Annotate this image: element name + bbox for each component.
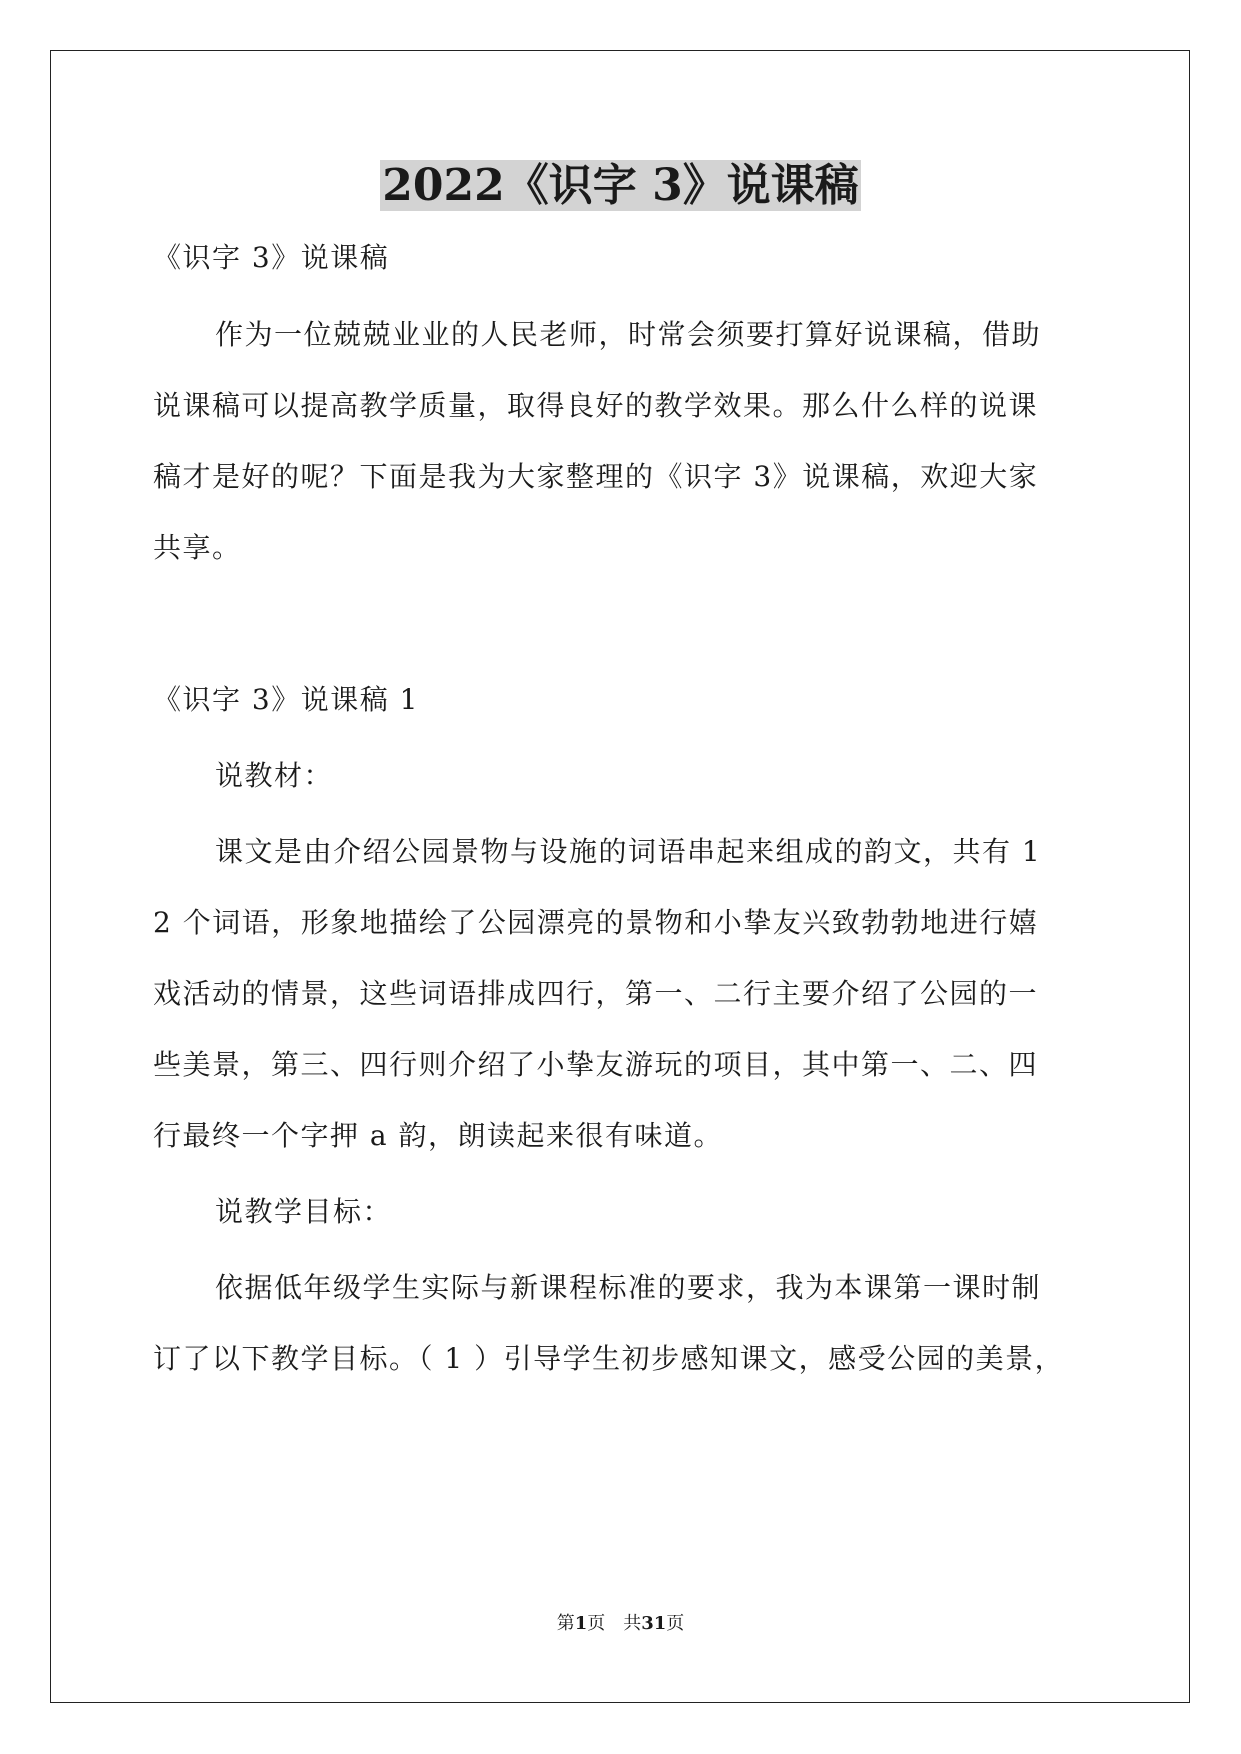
section-heading: 《识字 3》说课稿 1 xyxy=(153,683,419,716)
intro-line-3: 稿才是好的呢？下面是我为大家整理的《识字 3》说课稿，欢迎大家 xyxy=(153,460,1039,493)
document-title-text: 2022《识字 3》说课稿 xyxy=(382,160,859,211)
footer-prefix: 第 xyxy=(556,1613,575,1634)
page-footer xyxy=(0,1612,1241,1636)
document-title xyxy=(0,158,1241,214)
page-border xyxy=(50,50,1190,1703)
jiaocai-line-3: 戏活动的情景，这些词语排成四行，第一、二行主要介绍了公园的一 xyxy=(153,977,1039,1010)
jiaocai-line-4: 些美景，第三、四行则介绍了小挚友游玩的项目，其中第一、二、四 xyxy=(153,1048,1039,1081)
mubiao-line-2: 订了以下教学目标。（ 1 ）引导学生初步感知课文，感受公园的美景， xyxy=(153,1342,1065,1375)
jiaocai-line-2: 2 个词语，形象地描绘了公园漂亮的景物和小挚友兴致勃勃地进行嬉 xyxy=(153,906,1039,939)
footer-total-pages: 31 xyxy=(641,1613,667,1634)
jiaocai-line-1: 课文是由介绍公园景物与设施的词语串起来组成的韵文，共有 1 xyxy=(215,835,1042,868)
footer-mid: 页 共 xyxy=(587,1613,642,1634)
subtitle: 《识字 3》说课稿 xyxy=(153,241,390,274)
intro-line-2: 说课稿可以提高教学质量，取得良好的教学效果。那么什么样的说课 xyxy=(153,389,1039,422)
intro-line-1: 作为一位兢兢业业的人民老师，时常会须要打算好说课稿，借助 xyxy=(215,318,1042,351)
jiaocai-line-5: 行最终一个字押 a 韵，朗读起来很有味道。 xyxy=(153,1119,723,1152)
mubiao-line-1: 依据低年级学生实际与新课程标准的要求，我为本课第一课时制 xyxy=(215,1271,1042,1304)
footer-page-number: 1 xyxy=(574,1613,588,1634)
intro-line-4: 共享。 xyxy=(153,531,242,564)
footer-suffix: 页 xyxy=(666,1613,685,1634)
jiaocai-label: 说教材： xyxy=(215,759,334,792)
mubiao-label: 说教学目标： xyxy=(215,1195,393,1228)
